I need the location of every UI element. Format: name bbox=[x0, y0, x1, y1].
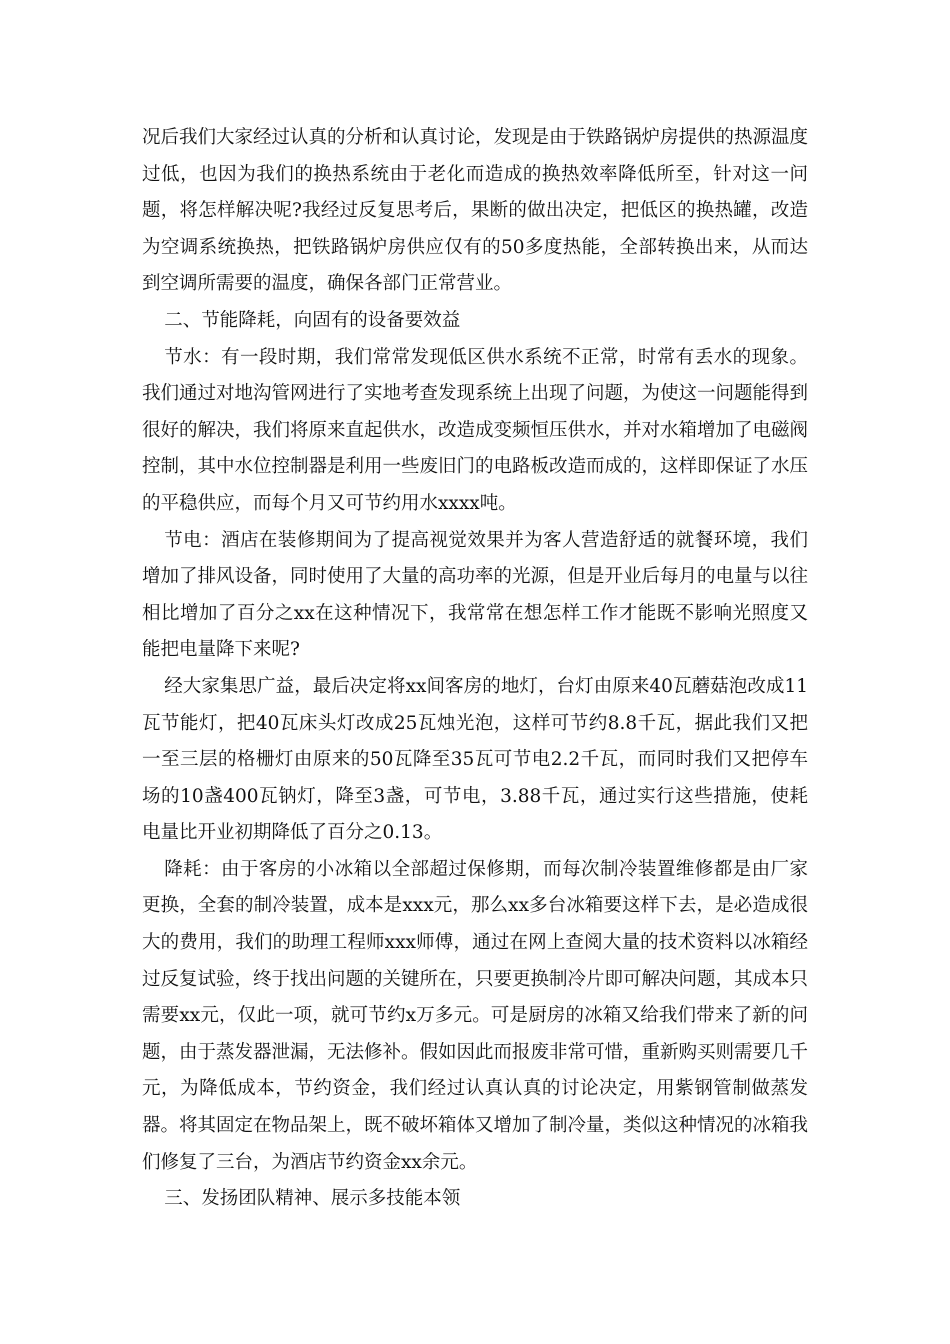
section-heading-team-spirit: 三、发扬团队精神、展示多技能本领 bbox=[164, 1188, 461, 1210]
paragraph-consumption-reduction: 降耗：由于客房的小冰箱以全部超过保修期，而每次制冷装置维修都是由厂家更换，全套的制冷装置，成本是xxx元，那么xx多台冰箱要这样下去，是必造成很大的费用，我们的助理工程师xxx师傅，通过在网上查阅大量的技术资料以冰箱经过反复试验，终于找出问题的关键所在，只要更换制冷片即可解决问题，其成本只需要xx元，仅此一项，就可节约x万多元。可是厨房的冰箱又给我们带来了新的问题，由于蒸发器泄漏，无法修补。假如因此而报废非常可惜，重新购买则需要几千元，为降低成本，节约资金，我们经过认真认真的讨论决定，用紫钢管制做蒸发器。将其固定在物品架上，既不破坏箱体又增加了制冷量，类似这种情况的冰箱我们修复了三台，为酒店节约资金xx余元。 bbox=[142, 858, 809, 1173]
paragraph-power-saving: 节电：酒店在装修期间为了提高视觉效果并为客人营造舒适的就餐环境，我们增加了排风设备，同时使用了大量的高功率的光源，但是开业后每月的电量与以往相比增加了百分之xx在这种情况下，我常常在想怎样工作才能既不影响光照度又能把电量降下来呢? bbox=[142, 529, 809, 661]
document-body bbox=[142, 120, 808, 1218]
paragraph-continuation: 况后我们大家经过认真的分析和认真讨论，发现是由于铁路锅炉房提供的热源温度过低，也因为我们的换热系统由于老化而造成的换热效率降低所至，针对这一问题，将怎样解决呢?我经过反复思考后，果断的做出决定，把低区的换热罐，改造为空调系统换热，把铁路锅炉房供应仅有的50多度热能，全部转换出来，从而达到空调所需要的温度，确保各部门正常营业。 bbox=[142, 127, 809, 295]
paragraph-lighting-measures: 经大家集思广益，最后决定将xx间客房的地灯，台灯由原来40瓦蘑菇泡改成11瓦节能灯，把40瓦床头灯改成25瓦烛光泡，这样可节约8.8千瓦，据此我们又把一至三层的格栅灯由原来的50瓦降至35瓦可节电2.2千瓦，而同时我们又把停车场的10盏400瓦钠灯，降至3盏，可节电，3.88千瓦，通过实行这些措施，使耗电量比开业初期降低了百分之0.13。 bbox=[142, 675, 808, 844]
paragraph-water-saving: 节水：有一段时期，我们常常发现低区供水系统不正常，时常有丢水的现象。我们通过对地沟管网进行了实地考查发现系统上出现了问题，为使这一问题能得到很好的解决，我们将原来直起供水，改造成变频恒压供水，并对水箱增加了电磁阀控制，其中水位控制器是利用一些废旧门的电路板改造而成的，这样即保证了水压的平稳供应，而每个月又可节约用水xxxx吨。 bbox=[142, 346, 809, 514]
section-heading-energy-saving: 二、节能降耗，向固有的设备要效益 bbox=[164, 309, 461, 331]
